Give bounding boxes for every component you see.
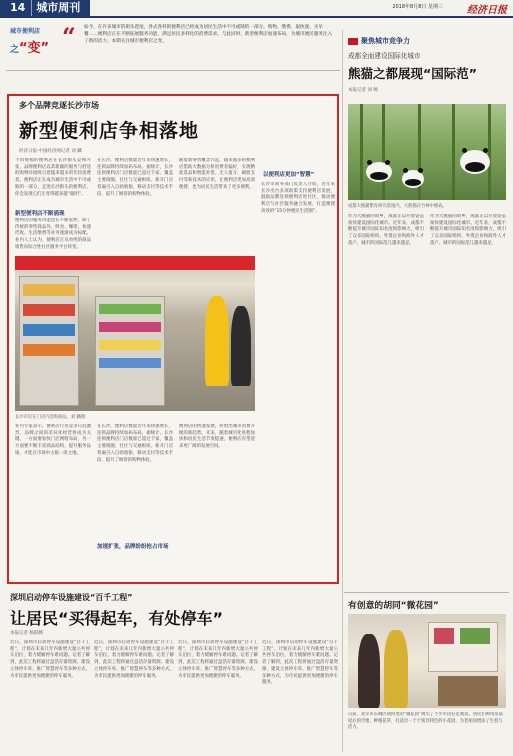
visitor-figure — [384, 630, 408, 708]
right-section-label — [348, 36, 410, 46]
main-title: 新型便利店争相落地 — [19, 120, 200, 142]
bottom-kicker: 深圳启动停车设施建设“百千工程” — [10, 593, 133, 602]
section-badge-icon — [348, 38, 358, 45]
bottom-col4: 近日，深圳市启动停车设施建设“百千工程”，计划在未来几年内新增大量公共停车泊位，着力缓解停车难问题。记者了解到，此次工程将通过盘活存量资源、建设立体停车库、推广智慧停车等多种方式，为市民提供更加便捷的停车服务。 — [262, 640, 338, 686]
flower-art — [434, 628, 454, 644]
sub-head-2: 以便利店更加“智慧” — [263, 172, 315, 178]
bottom-title: 让居民“买得起车，有处停车” — [10, 609, 224, 628]
right-col1-text: 作为大熊猫的故乡，成都正以开放姿态加快建设国际化城市。近年来，成都不断提升城市国际知名度和影响力，吸引了众多国际组织、外资企业和海外人才落户，城市的国际范儿越来越足。 — [348, 214, 424, 246]
sub-head-1: 新型便利店不断涌现 — [15, 211, 65, 217]
panda-ear — [403, 168, 408, 173]
bamboo-stalk — [452, 104, 455, 200]
product-row — [23, 304, 75, 316]
main-col1-text: 不同规模的便利店在长沙街头竞相开张，品牌便利店以其新颖的服务与舒适的购物环境吸引着越来越多的年轻消费者。便利店正在成为城市生活中不可或缺的一部分，走进长沙街头的便利店，你会发现它们正变得越来越“聪明”。 — [15, 158, 91, 197]
column-logo-zhi: 之 — [10, 45, 20, 55]
shopper-figure — [231, 306, 251, 386]
bamboo-stalk — [360, 104, 363, 200]
bottom-col3: 近日，深圳市启动停车设施建设“百千工程”，计划在未来几年内新增大量公共停车泊位，着力缓解停车难问题。记者了解到，此次工程将通过盘活存量资源、建设立体停车库、推广智慧停车等多种方式，为市民提供更加便捷的停车服务。 — [178, 640, 258, 679]
issue-date: 2018年8月8日 星期三 — [392, 4, 443, 10]
bamboo-stalk — [382, 104, 385, 200]
main-col4-text: 长沙市商务部门负责人介绍，近年来长沙出台多项政策支持便利店发展，鼓励品牌连锁便利店进社区，推动便利店与社区服务融合发展，打造便捷高效的“15分钟便民生活圈”。 — [261, 182, 335, 214]
shopper-figure — [205, 296, 229, 386]
column-logo-line2 — [10, 37, 58, 56]
panda-figure — [460, 150, 490, 174]
visitor-figure — [358, 634, 380, 708]
right-divider — [344, 592, 509, 593]
header-rule — [0, 16, 513, 18]
panda-patch — [370, 172, 388, 180]
quote-mark-icon: “ — [62, 22, 76, 51]
planter-box — [438, 676, 498, 706]
product-row — [99, 358, 161, 368]
panda-ear — [462, 148, 467, 153]
store-photo-caption: 长沙市民在门店内选购商品。刘 麟摄 — [15, 415, 86, 420]
main-lower-col3: 便利店的快速发展，折射出城市消费升级的新趋势。未来，随着城市化进程加快和居民生活节奏提速，便利店有望迎来更广阔的发展空间。 — [179, 424, 255, 450]
garden-caption: 日前，北京市东城区胡同里的“微花园”吸引了不少市民驻足观赏。居民们利用房前屋后的空地，种植花草，打造出一个个别具特色的小花园，为老胡同增添了生机与活力。 — [348, 712, 503, 730]
column-logo-line1: 城市便利店 — [10, 28, 41, 35]
plant-art — [460, 628, 490, 644]
column-rule — [342, 30, 343, 752]
bottom-col2: 近日，深圳市启动停车设施建设“百千工程”，计划在未来几年内新增大量公共停车泊位，着力缓解停车难问题。记者了解到，此次工程将通过盘活存量资源、建设立体停车库、推广智慧停车等多种方式，为市民提供更加便捷的停车服务。 — [94, 640, 174, 679]
paper-logo: 经济日报 — [467, 5, 507, 16]
sub-head-3: 加速扩张，品牌纷纷抢占市场 — [97, 544, 169, 550]
store-photo — [15, 256, 255, 411]
panda-ear — [483, 148, 488, 153]
column-logo-bian: “变” — [19, 41, 50, 56]
right-bottom-title: 有创意的胡同“微花园” — [348, 601, 439, 611]
right-title: 熊猫之都展现“国际范” — [348, 66, 477, 81]
main-col2-text: 在长沙，便利店数量近年来快速增长，连锁品牌持续加码布局。据统计，长沙连锁便利店门店数量已超过千家，覆盖主要商圈、社区与交通枢纽。新开门店普遍引入自助收银、移动支付等技术手段，提升了顾客的购物体验。 — [97, 158, 173, 197]
panda-ear — [418, 168, 423, 173]
intro-divider — [6, 70, 340, 71]
column-intro-text: 如今，在许多城市的街头巷尾，各式各样的便利店已经成为居民生活中不可或缺的一部分。购物、缴费、取快递、买早餐……便利店正在不断拓展服务功能，满足居民多样化的消费需求。与此同时，新型便利店加速布局，为城市便民服务注入了新的活力。本期关注城市便利店之变。 — [84, 25, 333, 45]
bottom-col1: 近日，深圳市启动停车设施建设“百千工程”，计划在未来几年内新增大量公共停车泊位，着力缓解停车难问题。记者了解到，此次工程将通过盘活存量资源、建设立体停车库、推广智慧停车等多种方式，为市民提供更加便捷的停车服务。 — [10, 640, 90, 679]
panda-photo-caption: 成都大熊猫繁育研究基地内，大熊猫在竹林中嬉戏。 — [348, 204, 447, 209]
garden-photo — [348, 614, 506, 708]
right-section-text: 聚焦城市竞争力 — [361, 37, 410, 45]
product-row — [23, 344, 75, 356]
panda-figure — [402, 170, 424, 188]
bamboo-stalk — [488, 104, 491, 200]
panda-ear — [367, 160, 372, 165]
section-title: 城市周刊 — [31, 0, 90, 16]
right-col2-text: 作为大熊猫的故乡，成都正以开放姿态加快建设国际化城市。近年来，成都不断提升城市国际知名度和影响力，吸引了众多国际组织、外资企业和海外人才落户，城市的国际范儿越来越足。 — [430, 214, 506, 246]
main-col1b-text: 便利店的服务功能也在不断延伸。除了传统的零售商品外，鲜食、咖啡、快递代收、生活缴费等业务逐渐成为标配。业内人士认为，便利店正从单纯的商品销售向综合性社区服务平台转变。 — [15, 218, 91, 250]
page-number: 14 — [0, 0, 31, 16]
main-article — [7, 94, 339, 584]
product-row — [99, 304, 161, 314]
right-byline: 本报记者 刘 畅 — [348, 88, 378, 93]
panda-photo — [348, 104, 506, 200]
right-kicker: 成都全面建设国际化城市 — [348, 52, 421, 60]
column-logo — [10, 26, 58, 64]
main-kicker: 多个品牌竞逐长沙市场 — [19, 101, 99, 110]
product-row — [99, 340, 161, 350]
bottom-byline: 本报记者 杨阳腾 — [10, 631, 43, 636]
product-row — [99, 322, 161, 332]
panda-patch — [405, 179, 421, 186]
product-row — [23, 284, 75, 296]
panda-figure — [366, 162, 392, 182]
main-byline: 经济日报·中国经济网记者 刘 麟 — [19, 149, 82, 154]
store-sign-strip — [15, 256, 255, 270]
product-row — [23, 324, 75, 336]
panda-patch — [465, 162, 485, 172]
main-col3-text: 随着新零售概念兴起，越来越多的便利店借助大数据分析消费者偏好，实现精准选品和智能补货。无人值守、刷脸支付等新技术的应用，让便利店更加高效便捷，也为居民生活带来了更多便利。 — [179, 158, 255, 190]
main-lower-col1: 业内专家表示，便利店行业竞争日趋激烈，品牌之间的差异化经营将成为关键。一方面要加快门店网络布局，另一方面要不断丰富商品结构，提升服务品质，才能在市场中占据一席之地。 — [15, 424, 91, 456]
main-lower-col2: 在长沙，便利店数量近年来快速增长，连锁品牌持续加码布局。据统计，长沙连锁便利店门店数量已超过千家，覆盖主要商圈、社区与交通枢纽。新开门店普遍引入自助收银、移动支付等技术手段，提升了顾客的购物体验。 — [97, 424, 173, 463]
panda-ear — [385, 160, 390, 165]
